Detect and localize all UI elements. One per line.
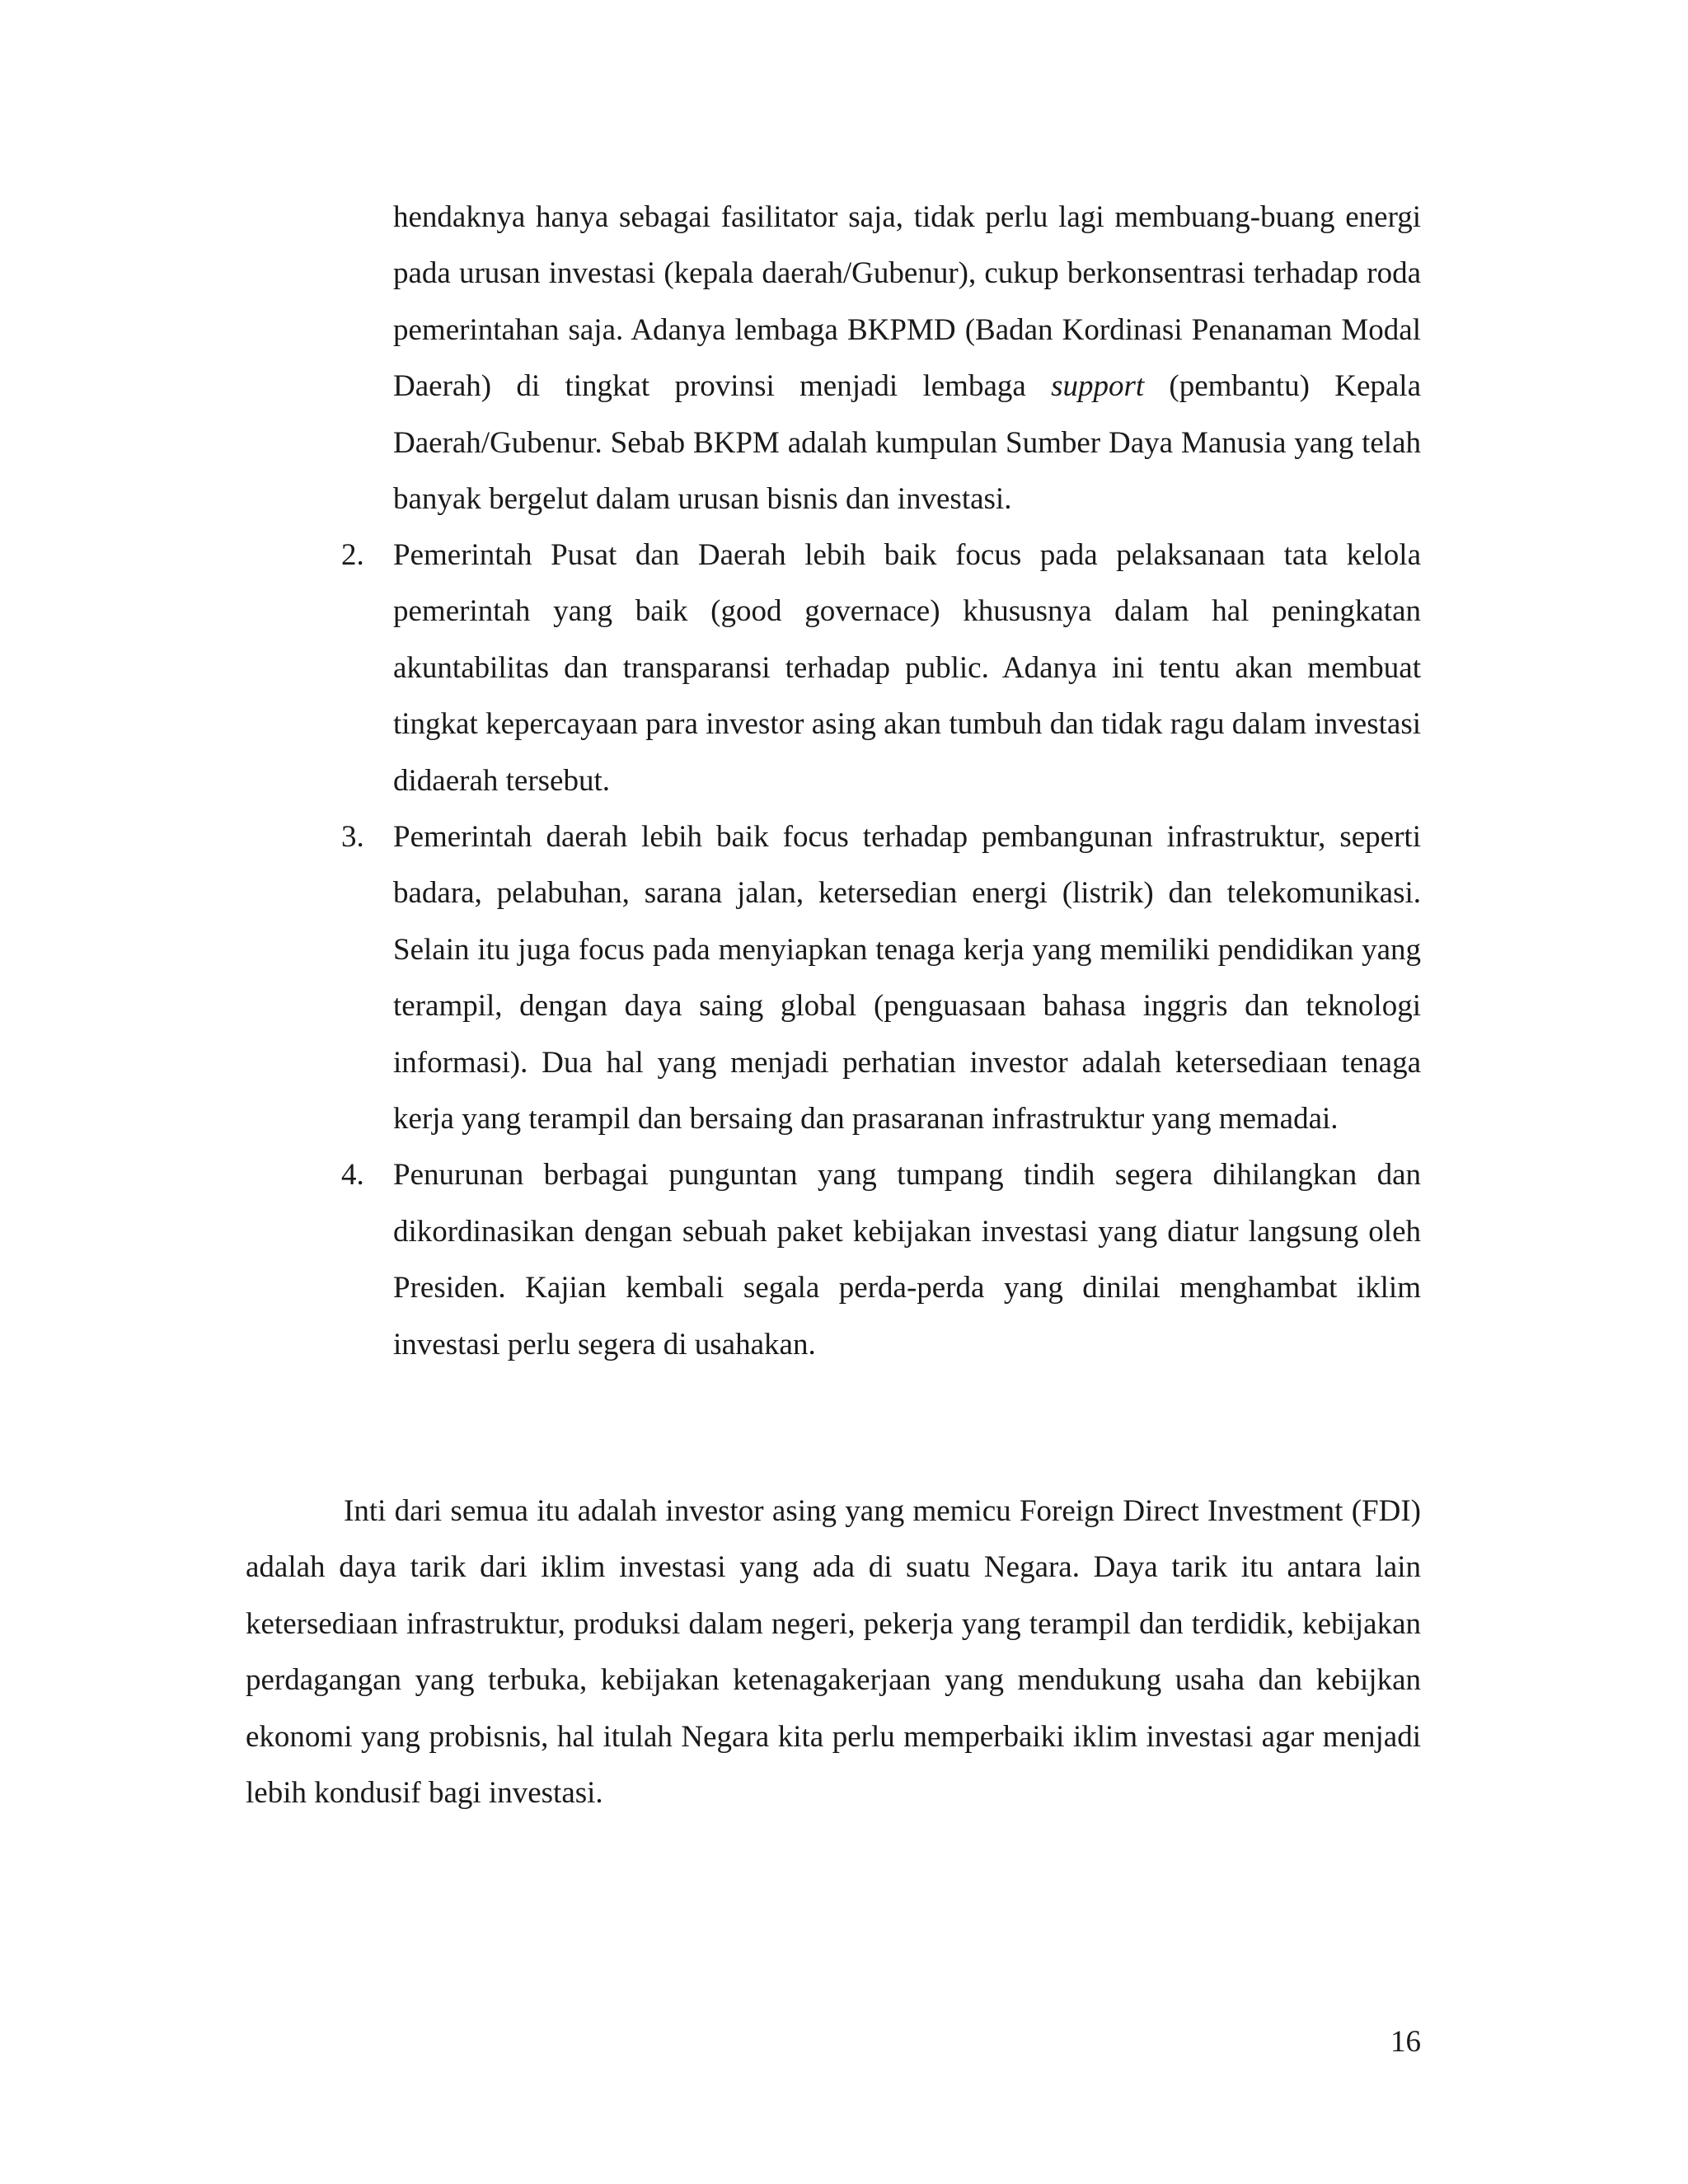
list-item-text: Penurunan berbagai punguntan yang tumpang tindih segera dihilangkan dan dikordinasikan dengan sebuah paket kebijakan investasi yang diatur langsung oleh Presiden. Kajian kembali segala perda-perda yang dinilai menghambat iklim investasi perlu segera di usahakan. (393, 1158, 1421, 1361)
list-item (338, 527, 1421, 809)
list-item-number: 4. (341, 1158, 364, 1193)
list-item-text: Pemerintah daerah lebih baik focus terhadap pembangunan infrastruktur, seperti badara, pelabuhan, sarana jalan, ketersedian energi (listrik) dan telekomunikasi. Selain itu juga focus pada menyiapkan tenaga kerja yang memiliki pendidikan yang terampil, dengan daya saing global (penguasaan bahasa inggris dan teknologi informasi). Dua hal yang menjadi perhatian investor adalah ketersediaan tenaga kerja yang terampil dan bersaing dan prasaranan infrastruktur yang memadai. (393, 820, 1421, 1137)
page-number: 16 (1390, 2025, 1421, 2059)
paragraph-text: hendaknya hanya sebagai fasilitator saja, tidak perlu lagi membuang-buang energi pada urusan investasi (kepala daerah/Gubenur), cukup berkonsentrasi terhadap roda pemerintahan saja. Adanya lembaga BKPMD (Badan Kordinasi Penanaman Modal Daerah) di tingkat provinsi menjadi lembaga (393, 200, 1421, 404)
list-item-text: Pemerintah Pusat dan Daerah lebih baik focus pada pelaksanaan tata kelola pemerintah yang baik (good governace) khususnya dalam hal peningkatan akuntabilitas dan transparansi terhadap public. Adanya ini tentu akan membuat tingkat kepercayaan para investor asing akan tumbuh dan tidak ragu dalam investasi didaerah tersebut. (393, 538, 1421, 798)
numbered-list (338, 527, 1421, 1373)
closing-paragraph: Inti dari semua itu adalah investor asing yang memicu Foreign Direct Investment (FDI) adalah daya tarik dari iklim investasi yang ada di suatu Negara. Daya tarik itu antara lain ketersediaan infrastruktur, produksi dalam negeri, pekerja yang terampil dan terdidik, kebijakan perdagangan yang terbuka, kebijakan ketenagakerjaan yang mendukung usaha dan kebijkan ekonomi yang probisnis, hal itulah Negara kita perlu memperbaiki iklim investasi agar menjadi lebih kondusif bagi investasi. (246, 1494, 1421, 1811)
list-item (338, 1147, 1421, 1373)
list-item (338, 809, 1421, 1147)
list-item-number: 3. (341, 820, 364, 855)
continued-paragraph (393, 190, 1421, 527)
paragraph-text: (pembantu) Kepala Daerah/Gubenur. Sebab BKPM adalah kumpulan Sumber Daya Manusia yang telah banyak bergelut dalam urusan bisnis dan investasi. (393, 369, 1421, 517)
italic-term: support (1051, 369, 1145, 404)
list-item-number: 2. (341, 538, 364, 572)
